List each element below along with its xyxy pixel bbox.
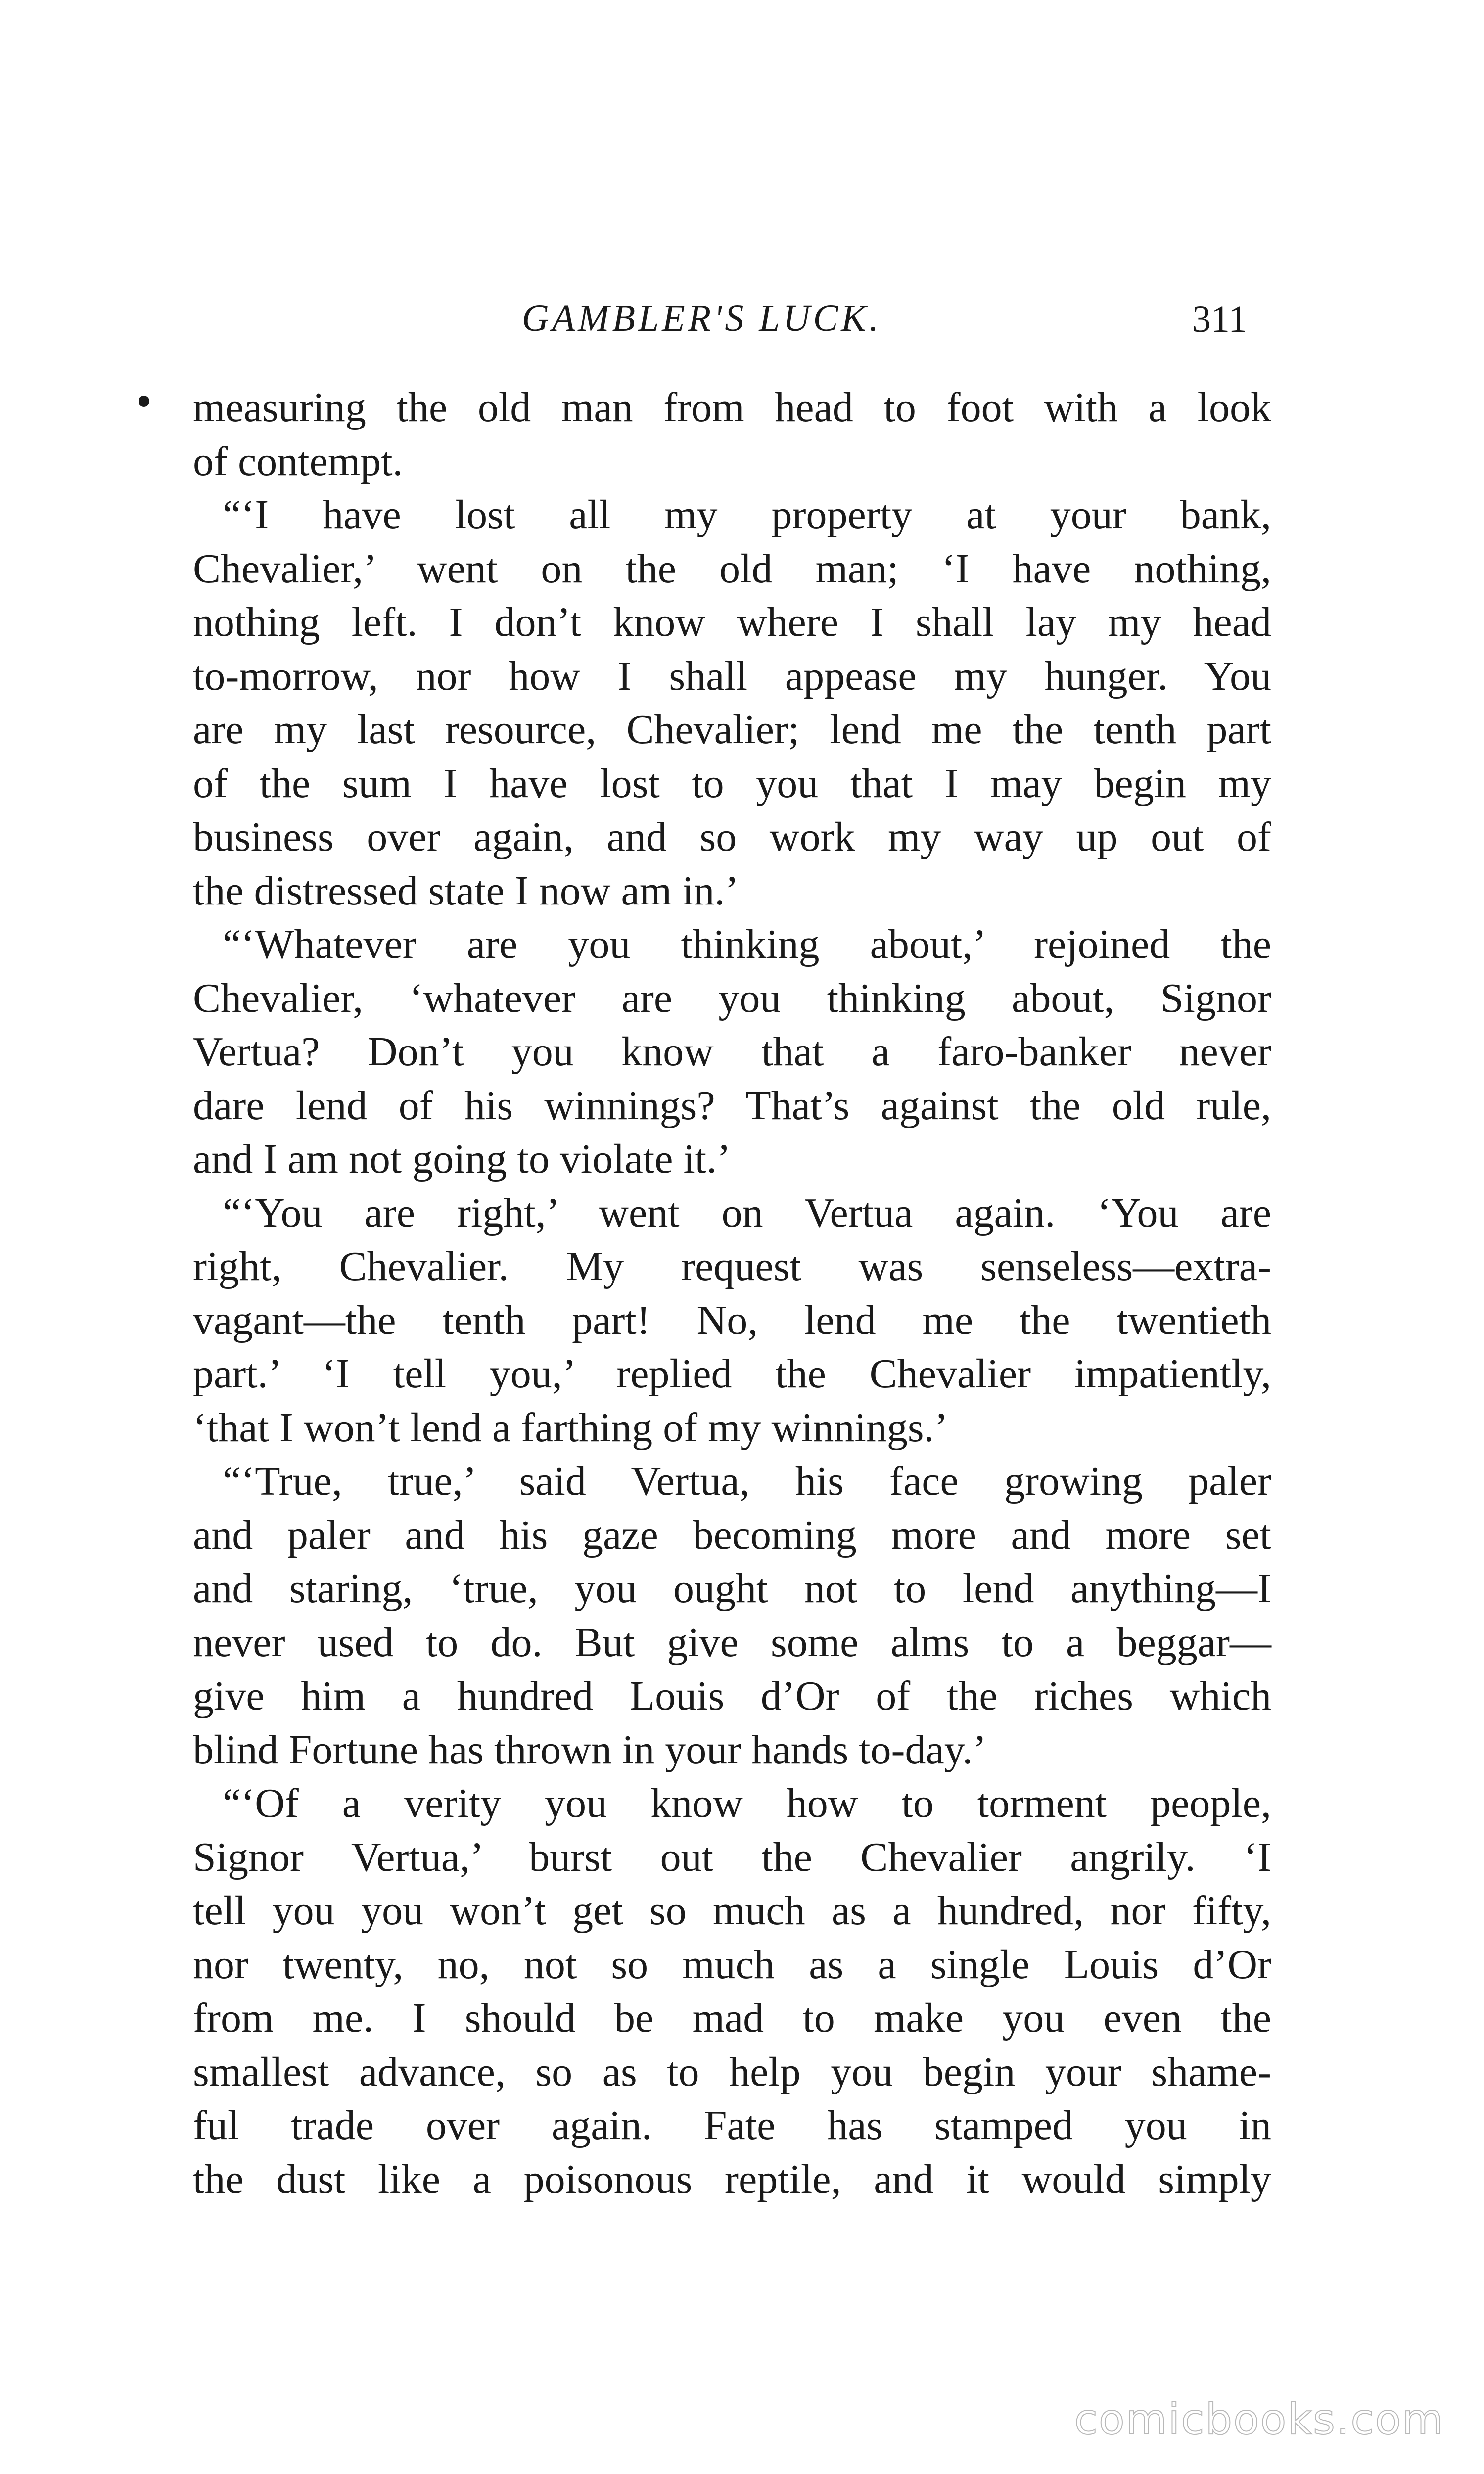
running-title: GAMBLER'S LUCK. [522, 297, 881, 339]
text-line: right, Chevalier. My request was senseless—extra- [193, 1243, 1271, 1289]
text-line: from me. I should be mad to make you even the [193, 1995, 1271, 2041]
text-line: and paler and his gaze becoming more and more set [193, 1512, 1271, 1558]
text-line: ‘that I won’t lend a farthing of my winnings.’ [193, 1404, 948, 1451]
text-line: never used to do. But give some alms to a beggar— [193, 1619, 1271, 1665]
text-line: the dust like a poisonous reptile, and it would simply [193, 2156, 1271, 2202]
text-line: blind Fortune has thrown in your hands to-day.’ [193, 1726, 987, 1773]
text-line: the distressed state I now am in.’ [193, 867, 739, 914]
page-number: 311 [1192, 298, 1248, 340]
text-line: are my last resource, Chevalier; lend me the tenth part [193, 707, 1271, 753]
text-line: and I am not going to violate it.’ [193, 1136, 731, 1182]
text-line: Signor Vertua,’ burst out the Chevalier angrily. ‘I [193, 1834, 1271, 1880]
text-line: tell you you won’t get so much as a hundred, nor fifty, [193, 1888, 1271, 1934]
margin-mark [139, 396, 149, 407]
text-line: vagant—the tenth part! No, lend me the twentieth [193, 1297, 1271, 1343]
text-line: “‘I have lost all my property at your bank, [223, 492, 1271, 538]
text-line: Chevalier, ‘whatever are you thinking about, Signor [193, 975, 1271, 1021]
text-line: give him a hundred Louis d’Or of the riches which [193, 1673, 1271, 1719]
text-line: of the sum I have lost to you that I may begin my [193, 760, 1271, 807]
text-line: to-morrow, nor how I shall appease my hunger. You [193, 653, 1271, 699]
text-line: Chevalier,’ went on the old man; ‘I have nothing, [193, 545, 1271, 592]
text-line: of contempt. [193, 438, 403, 484]
text-line: nothing left. I don’t know where I shall lay my head [193, 599, 1271, 645]
text-line: ful trade over again. Fate has stamped you in [193, 2102, 1271, 2148]
text-line: and staring, ‘true, you ought not to lend anything—I [193, 1566, 1271, 1612]
text-line: nor twenty, no, not so much as a single Louis d’Or [193, 1941, 1271, 1988]
text-line: “‘Of a verity you know how to torment people, [223, 1780, 1271, 1826]
text-line: business over again, and so work my way up out of [193, 814, 1271, 860]
text-line: “‘True, true,’ said Vertua, his face growing paler [223, 1458, 1271, 1504]
text-line: part.’ ‘I tell you,’ replied the Chevalier impatiently, [193, 1351, 1271, 1397]
text-line: measuring the old man from head to foot with a look [193, 384, 1271, 430]
text-line: Vertua? Don’t you know that a faro-banker never [193, 1029, 1271, 1075]
text-line: smallest advance, so as to help you begin your shame- [193, 2048, 1271, 2095]
body-text [193, 381, 1271, 2206]
text-line: “‘Whatever are you thinking about,’ rejoined the [223, 921, 1271, 967]
text-line: dare lend of his winnings? That’s against the old rule, [193, 1082, 1271, 1129]
watermark-logo: comicbooks.com [1074, 2395, 1444, 2444]
text-line: “‘You are right,’ went on Vertua again. ‘You are [223, 1189, 1271, 1236]
